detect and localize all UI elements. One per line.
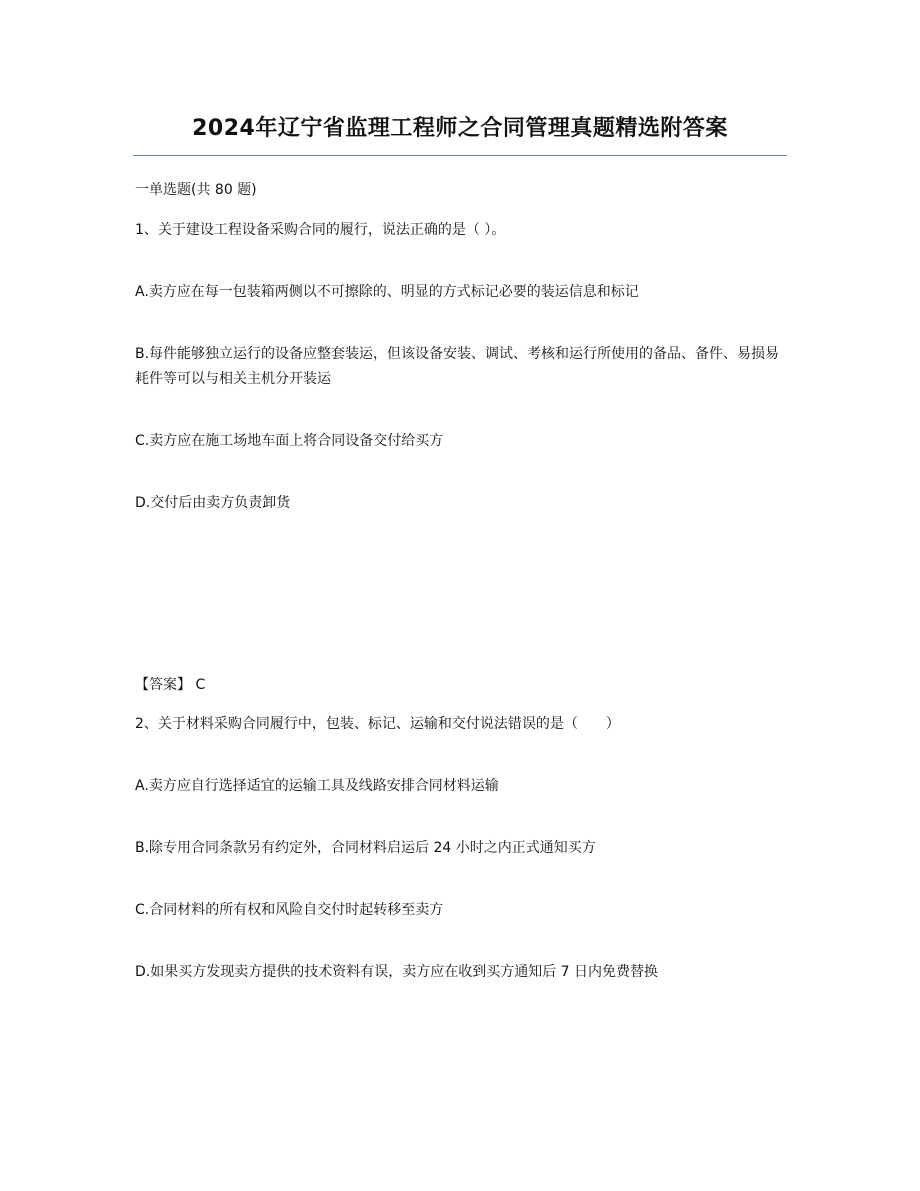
page-title: 2024年辽宁省监理工程师之合同管理真题精选附答案: [192, 116, 728, 141]
title-divider: [133, 155, 787, 156]
question-2-option-c: C.合同材料的所有权和风险自交付时起转移至卖方: [135, 902, 444, 918]
question-1-option-d: D.交付后由卖方负责卸货: [135, 495, 291, 511]
question-2-option-b: B.除专用合同条款另有约定外，合同材料启运后 24 小时之内正式通知买方: [135, 840, 596, 856]
section-header: 一单选题(共 80 题): [135, 182, 257, 198]
question-1-stem: 1、关于建设工程设备采购合同的履行，说法正确的是（ ）。: [135, 222, 506, 238]
question-2-option-a: A.卖方应自行选择适宜的运输工具及线路安排合同材料运输: [135, 778, 499, 794]
question-1-option-c: C.卖方应在施工场地车面上将合同设备交付给买方: [135, 433, 444, 449]
question-1-option-b: B.每件能够独立运行的设备应整套装运，但该设备安装、调试、考核和运行所使用的备品、备件、易损易耗件等可以与相关主机分开装运: [135, 346, 780, 387]
question-2-stem: 2、关于材料采购合同履行中，包装、标记、运输和交付说法错误的是（ ）: [135, 716, 620, 732]
question-2-option-d: D.如果买方发现卖方提供的技术资料有误，卖方应在收到买方通知后 7 日内免费替换: [135, 964, 659, 980]
question-1-option-a: A.卖方应在每一包装箱两侧以不可擦除的、明显的方式标记必要的装运信息和标记: [135, 284, 639, 300]
question-1-answer: 【答案】 C: [135, 677, 206, 693]
